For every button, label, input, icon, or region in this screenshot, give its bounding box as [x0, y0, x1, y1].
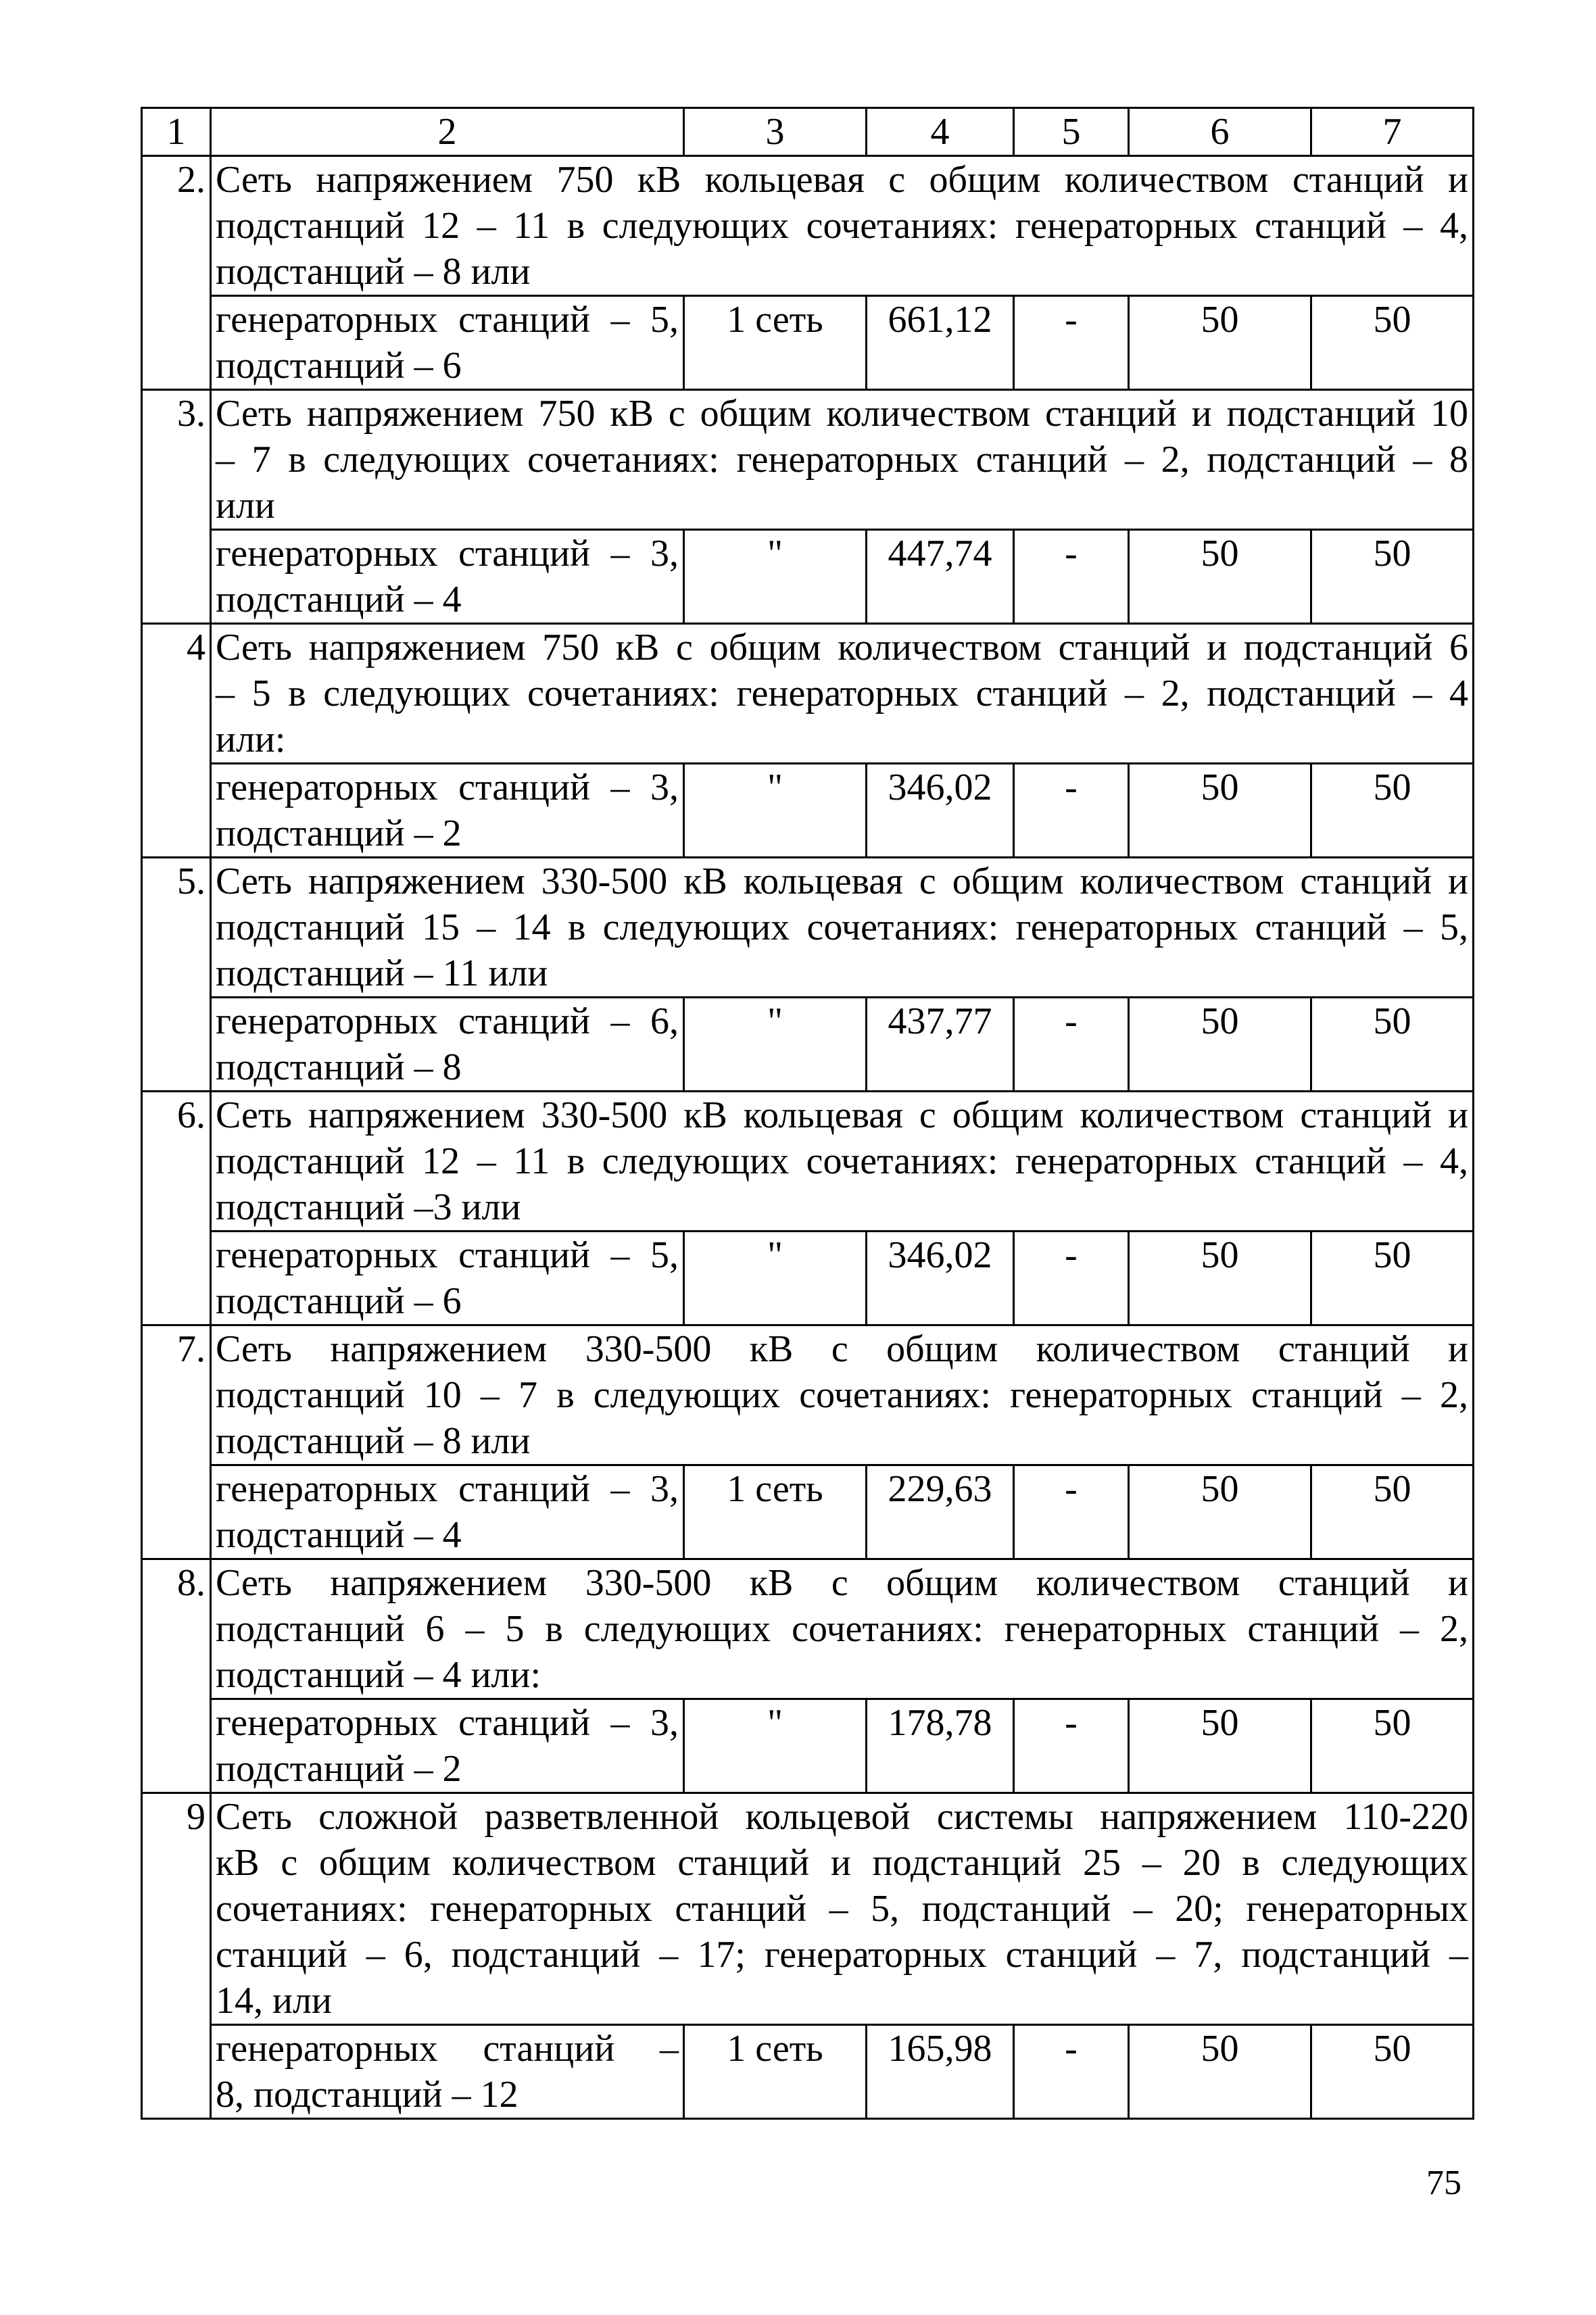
description-line: подстанций – 8 или: [216, 251, 531, 293]
row-description-tail: [211, 764, 684, 858]
table-row: [142, 1559, 1474, 1699]
col7-cell: 50: [1311, 530, 1474, 624]
price-cell: 447,74: [867, 530, 1014, 624]
table-row: [142, 390, 1474, 530]
row-description: [211, 1092, 1474, 1232]
row-description: [211, 390, 1474, 530]
col7-cell: 50: [1311, 2025, 1474, 2119]
header-cell-6: 6: [1129, 108, 1311, 156]
description-line: Сеть напряжением 330-500 кВ с общим количеством станций и: [216, 1562, 1468, 1604]
description-line: подстанций – 8 или: [216, 1420, 531, 1462]
price-cell: 661,12: [867, 296, 1014, 390]
unit-cell: ": [684, 764, 867, 858]
description-line: подстанций 15 – 14 в следующих сочетаниях: генераторных станций – 5,: [216, 906, 1468, 948]
col6-cell: 50: [1129, 1232, 1311, 1325]
price-cell: 346,02: [867, 1232, 1014, 1325]
row-description-tail: [211, 1699, 684, 1793]
description-line: Сеть напряжением 750 кВ с общим количеством станций и подстанций 10: [216, 393, 1468, 435]
description-line: 14, или: [216, 1980, 332, 2022]
description-line: генераторных станций – 3,: [216, 533, 679, 575]
unit-cell: 1 сеть: [684, 1465, 867, 1559]
table-row-values: [142, 1699, 1474, 1793]
col6-cell: 50: [1129, 1465, 1311, 1559]
header-cell-5: 5: [1014, 108, 1129, 156]
col5-cell: -: [1014, 1232, 1129, 1325]
table-body: [142, 108, 1474, 2119]
description-line: Сеть напряжением 330-500 кВ кольцевая с общим количеством станций и: [216, 860, 1468, 902]
row-description: [211, 1793, 1474, 2025]
description-line: подстанций – 2: [216, 1748, 462, 1790]
row-description: [211, 624, 1474, 764]
page-number: 75: [1426, 2164, 1461, 2202]
header-cell-1: 1: [142, 108, 211, 156]
description-line: генераторных станций – 3,: [216, 1468, 679, 1510]
col5-cell: -: [1014, 296, 1129, 390]
description-line: подстанций 12 – 11 в следующих сочетаниях: генераторных станций – 4,: [216, 1140, 1468, 1182]
description-line: подстанций – 8: [216, 1046, 462, 1088]
row-description-tail: [211, 2025, 684, 2119]
description-line: генераторных станций – 3,: [216, 1702, 679, 1744]
col6-cell: 50: [1129, 530, 1311, 624]
unit-cell: ": [684, 530, 867, 624]
col7-cell: 50: [1311, 1699, 1474, 1793]
unit-cell: 1 сеть: [684, 296, 867, 390]
table-row-values: [142, 296, 1474, 390]
header-row: [142, 108, 1474, 156]
description-line: подстанций – 4: [216, 579, 462, 620]
description-line: Сеть напряжением 330-500 кВ кольцевая с общим количеством станций и: [216, 1094, 1468, 1136]
col7-cell: 50: [1311, 764, 1474, 858]
col7-cell: 50: [1311, 296, 1474, 390]
description-line: – 7 в следующих сочетаниях: генераторных станций – 2, подстанций – 8: [216, 439, 1468, 481]
unit-cell: ": [684, 1699, 867, 1793]
row-number: 5.: [142, 858, 211, 1092]
header-cell-3: 3: [684, 108, 867, 156]
unit-cell: 1 сеть: [684, 2025, 867, 2119]
col5-cell: -: [1014, 764, 1129, 858]
col7-cell: 50: [1311, 998, 1474, 1092]
description-line: Сеть напряжением 750 кВ кольцевая с общим количеством станций и: [216, 159, 1468, 201]
description-line: генераторных станций – 5,: [216, 299, 679, 341]
col5-cell: -: [1014, 1699, 1129, 1793]
price-cell: 229,63: [867, 1465, 1014, 1559]
price-cell: 178,78: [867, 1699, 1014, 1793]
col5-cell: -: [1014, 2025, 1129, 2119]
description-line: – 5 в следующих сочетаниях: генераторных станций – 2, подстанций – 4: [216, 673, 1468, 714]
price-cell: 346,02: [867, 764, 1014, 858]
table-row-values: [142, 1232, 1474, 1325]
description-line: станций – 6, подстанций – 17; генераторных станций – 7, подстанций –: [216, 1934, 1468, 1976]
col5-cell: -: [1014, 1465, 1129, 1559]
description-line: подстанций – 4: [216, 1514, 462, 1556]
row-description-tail: [211, 998, 684, 1092]
description-line: сочетаниях: генераторных станций – 5, подстанций – 20; генераторных: [216, 1888, 1468, 1930]
rates-table: [141, 107, 1474, 2120]
table-row: [142, 1793, 1474, 2025]
row-number: 7.: [142, 1325, 211, 1559]
row-number: 2.: [142, 156, 211, 390]
description-line: подстанций 6 – 5 в следующих сочетаниях: генераторных станций – 2,: [216, 1608, 1468, 1650]
description-line: или:: [216, 718, 286, 760]
table-row-values: [142, 764, 1474, 858]
description-line: подстанций –3 или: [216, 1186, 521, 1228]
table-row: [142, 858, 1474, 998]
row-description-tail: [211, 530, 684, 624]
table-row: [142, 1092, 1474, 1232]
col6-cell: 50: [1129, 764, 1311, 858]
price-cell: 437,77: [867, 998, 1014, 1092]
description-line: Сеть напряжением 330-500 кВ с общим количеством станций и: [216, 1328, 1468, 1370]
description-line: подстанций – 6: [216, 1280, 462, 1322]
col6-cell: 50: [1129, 998, 1311, 1092]
table-row-values: [142, 530, 1474, 624]
description-line: подстанций 10 – 7 в следующих сочетаниях: генераторных станций – 2,: [216, 1374, 1468, 1416]
description-line: генераторных станций – 5,: [216, 1234, 679, 1276]
col6-cell: 50: [1129, 296, 1311, 390]
col7-cell: 50: [1311, 1465, 1474, 1559]
row-number: 9: [142, 1793, 211, 2119]
description-line: кВ с общим количеством станций и подстанций 25 – 20 в следующих: [216, 1842, 1468, 1884]
row-description-tail: [211, 1232, 684, 1325]
description-line: подстанций – 11 или: [216, 952, 548, 994]
description-line: или: [216, 485, 275, 527]
header-cell-7: 7: [1311, 108, 1474, 156]
price-cell: 165,98: [867, 2025, 1014, 2119]
col7-cell: 50: [1311, 1232, 1474, 1325]
description-line: генераторных станций – 6,: [216, 1000, 679, 1042]
col6-cell: 50: [1129, 2025, 1311, 2119]
unit-cell: ": [684, 998, 867, 1092]
row-number: 6.: [142, 1092, 211, 1325]
row-number: 8.: [142, 1559, 211, 1793]
description-line: генераторных станций –: [216, 2028, 679, 2070]
row-description-tail: [211, 1465, 684, 1559]
col5-cell: -: [1014, 998, 1129, 1092]
description-line: Сеть напряжением 750 кВ с общим количеством станций и подстанций 6: [216, 627, 1468, 668]
row-description: [211, 1559, 1474, 1699]
description-line: подстанций – 4 или:: [216, 1654, 541, 1696]
row-description: [211, 1325, 1474, 1465]
row-description: [211, 858, 1474, 998]
description-line: 8, подстанций – 12: [216, 2074, 518, 2116]
description-line: подстанций – 6: [216, 345, 462, 387]
description-line: генераторных станций – 3,: [216, 766, 679, 808]
row-number: 4: [142, 624, 211, 858]
header-cell-4: 4: [867, 108, 1014, 156]
col5-cell: -: [1014, 530, 1129, 624]
row-number: 3.: [142, 390, 211, 624]
table-row: [142, 624, 1474, 764]
table-row: [142, 1325, 1474, 1465]
row-description-tail: [211, 296, 684, 390]
table-row-values: [142, 998, 1474, 1092]
table-row: [142, 156, 1474, 296]
table-row-values: [142, 1465, 1474, 1559]
table-row-values: [142, 2025, 1474, 2119]
description-line: подстанций – 2: [216, 812, 462, 854]
col6-cell: 50: [1129, 1699, 1311, 1793]
row-description: [211, 156, 1474, 296]
unit-cell: ": [684, 1232, 867, 1325]
header-cell-2: 2: [211, 108, 684, 156]
description-line: Сеть сложной разветвленной кольцевой системы напряжением 110-220: [216, 1796, 1468, 1838]
description-line: подстанций 12 – 11 в следующих сочетаниях: генераторных станций – 4,: [216, 205, 1468, 247]
